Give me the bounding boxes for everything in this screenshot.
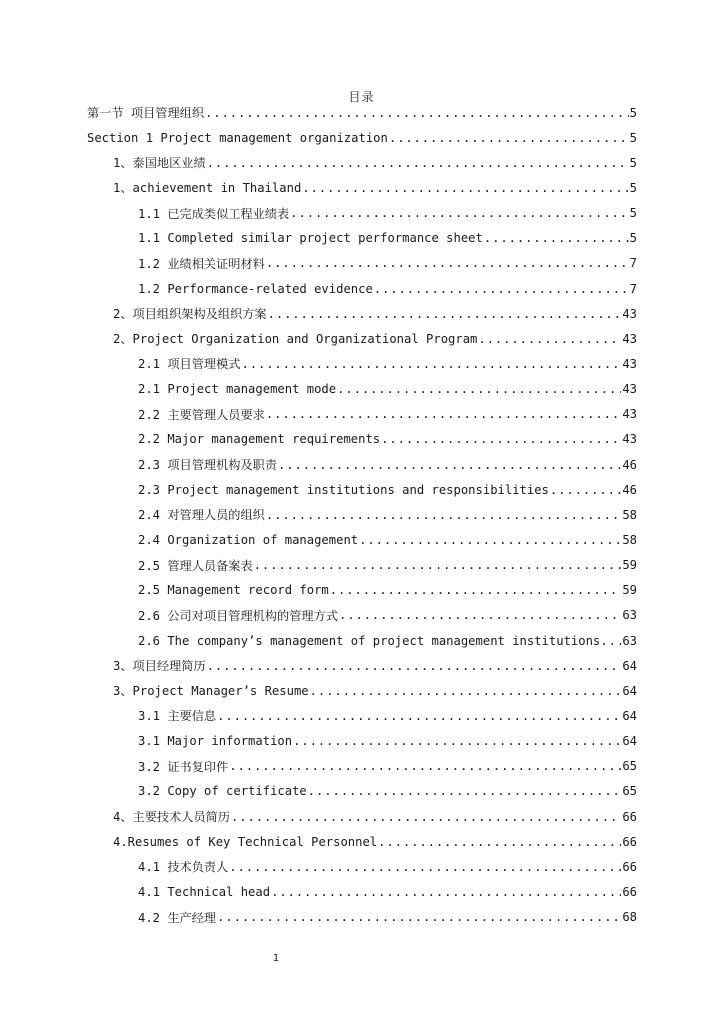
dot-leader <box>229 860 621 874</box>
dot-leader <box>266 407 621 421</box>
toc-entry-label: 4.2 生产经理 <box>138 910 217 925</box>
toc-entry[interactable] <box>0 477 723 502</box>
toc-entry-label: 2、Project Organization and Organizational Program <box>113 332 478 347</box>
dot-leader <box>217 709 621 723</box>
toc-entry[interactable] <box>0 452 723 477</box>
toc-entry-page: 5 <box>629 180 637 195</box>
toc-entry-page: 7 <box>629 256 637 271</box>
dot-leader <box>290 206 628 220</box>
toc-entry-label: 2.6 The company’s management of project management institutions. <box>138 633 608 648</box>
toc-entry[interactable] <box>0 276 723 301</box>
toc-entry-page: 43 <box>622 356 637 371</box>
dot-leader <box>268 307 622 321</box>
toc-entry[interactable] <box>0 226 723 251</box>
toc-entry-page: 63 <box>622 633 637 648</box>
dot-leader <box>359 533 621 547</box>
dot-leader <box>374 282 629 296</box>
dot-leader <box>254 558 622 572</box>
dot-leader <box>330 583 622 597</box>
toc-entry-page: 63 <box>622 608 637 623</box>
toc-entry-page: 43 <box>622 306 637 321</box>
toc-entry-label: 3、项目经理简历 <box>113 659 206 674</box>
toc-entry-label: 第一节 项目管理组织 <box>87 106 205 121</box>
toc-entry-label: 2.5 管理人员备案表 <box>138 558 253 573</box>
toc-entry[interactable] <box>0 251 723 276</box>
toc-entry-label: 3.2 证书复印件 <box>138 759 229 774</box>
dot-leader <box>302 181 628 195</box>
toc-entry[interactable] <box>0 553 723 578</box>
page-number: 1 <box>272 953 280 964</box>
toc-entry-label: 2.4 Organization of management <box>138 532 359 547</box>
dot-leader <box>231 810 621 824</box>
toc-entry-page: 64 <box>622 658 637 673</box>
toc-entry[interactable] <box>0 729 723 754</box>
toc-entry[interactable] <box>0 301 723 326</box>
toc-entry-label: 2.5 Management record form <box>138 583 329 598</box>
dot-leader <box>293 734 621 748</box>
toc-entry[interactable] <box>0 829 723 854</box>
toc-entry-label: 4.1 Technical head <box>138 884 271 899</box>
toc-entry[interactable] <box>0 527 723 552</box>
toc-entry[interactable] <box>0 754 723 779</box>
toc-entry-page: 64 <box>622 708 637 723</box>
toc-entry-label: 2.3 项目管理机构及职责 <box>138 458 278 473</box>
toc-entry-label: 4.Resumes of Key Technical Personnel <box>113 834 378 849</box>
toc-entry[interactable] <box>0 427 723 452</box>
toc-entry-label: 3.1 Major information <box>138 734 293 749</box>
toc-entry-label: 3.2 Copy of certificate <box>138 784 307 799</box>
toc-entry-label: 4、主要技术人员简历 <box>113 810 231 824</box>
dot-leader <box>207 659 622 673</box>
toc-entry[interactable] <box>0 628 723 653</box>
toc-entry-page: 59 <box>622 558 637 573</box>
toc-entry-page: 66 <box>622 834 637 849</box>
dot-leader <box>207 156 629 170</box>
dot-leader <box>308 784 622 798</box>
toc-entry-label: 1.2 业绩相关证明材料 <box>138 256 265 271</box>
toc-entry-label: 1、achievement in Thailand <box>113 181 302 196</box>
toc-entry[interactable] <box>0 578 723 603</box>
toc-entry[interactable] <box>0 804 723 829</box>
toc-entry[interactable] <box>0 402 723 427</box>
toc-entry-label: 1、泰国地区业绩 <box>113 156 206 171</box>
dot-leader <box>271 885 621 899</box>
dot-leader <box>478 332 621 346</box>
toc-entry-label: Section 1 Project management organization <box>87 130 388 145</box>
toc-entry[interactable] <box>0 125 723 150</box>
toc-entry-page: 5 <box>629 206 637 221</box>
toc-entry-page: 58 <box>622 532 637 547</box>
dot-leader <box>266 508 621 522</box>
dot-leader <box>389 131 629 145</box>
toc-entry-label: 1.1 已完成类似工程业绩表 <box>138 206 290 221</box>
dot-leader <box>205 106 629 120</box>
toc-entry-label: 2.1 项目管理模式 <box>138 357 241 372</box>
toc-entry-page: 66 <box>622 884 637 899</box>
toc-entry-page: 5 <box>629 105 637 120</box>
toc-entry-label: 1.2 Performance-related evidence <box>138 281 373 296</box>
toc-entry[interactable] <box>0 779 723 804</box>
dot-leader <box>609 634 622 648</box>
toc-entry[interactable] <box>0 326 723 351</box>
toc-entry-label: 2.2 Major management requirements <box>138 432 381 447</box>
toc-entry[interactable] <box>0 678 723 703</box>
toc-entry-page: 43 <box>622 331 637 346</box>
toc-entry-label: 4.1 技术负责人 <box>138 860 229 875</box>
toc-entry-page: 46 <box>622 457 637 472</box>
toc-entry-label: 2、项目组织架构及组织方案 <box>113 307 267 322</box>
toc-entry-label: 2.6 公司对项目管理机构的管理方式 <box>138 608 338 623</box>
toc-entry[interactable] <box>0 703 723 728</box>
toc-entry-page: 65 <box>622 784 637 799</box>
dot-leader <box>310 684 622 698</box>
toc-entry-page: 59 <box>622 583 637 598</box>
toc-entry[interactable] <box>0 854 723 879</box>
toc-entry-label: 3、Project Manager’s Resume <box>113 684 309 699</box>
toc-entry-label: 2.4 对管理人员的组织 <box>138 508 265 523</box>
toc-entry[interactable] <box>0 653 723 678</box>
toc-entry[interactable] <box>0 100 723 125</box>
toc-entry-page: 66 <box>622 859 637 874</box>
dot-leader <box>241 357 621 371</box>
toc-entry[interactable] <box>0 175 723 200</box>
toc-entry-page: 43 <box>622 432 637 447</box>
toc-entry[interactable] <box>0 377 723 402</box>
dot-leader <box>217 910 621 924</box>
table-of-contents <box>0 100 723 930</box>
toc-entry-page: 64 <box>622 734 637 749</box>
dot-leader <box>278 458 621 472</box>
toc-entry[interactable] <box>0 150 723 175</box>
toc-entry-page: 43 <box>622 407 637 422</box>
dot-leader <box>337 382 621 396</box>
toc-entry-label: 1.1 Completed similar project performance sheet <box>138 231 483 246</box>
dot-leader <box>229 759 621 773</box>
toc-entry-label: 2.3 Project management institutions and responsibilities <box>138 482 549 497</box>
dot-leader <box>550 483 621 497</box>
toc-entry[interactable] <box>0 905 723 930</box>
toc-entry-page: 7 <box>629 281 637 296</box>
toc-entry-page: 65 <box>622 759 637 774</box>
toc-entry[interactable] <box>0 351 723 376</box>
toc-entry-page: 5 <box>629 231 637 246</box>
toc-entry[interactable] <box>0 879 723 904</box>
toc-heading: 目录 <box>348 90 375 104</box>
dot-leader <box>339 608 621 622</box>
toc-entry-page: 66 <box>622 809 637 824</box>
toc-entry[interactable] <box>0 201 723 226</box>
toc-entry-page: 46 <box>622 482 637 497</box>
toc-entry[interactable] <box>0 502 723 527</box>
toc-entry-label: 3.1 主要信息 <box>138 709 217 724</box>
toc-entry-page: 58 <box>622 507 637 522</box>
dot-leader <box>266 256 629 270</box>
toc-entry-page: 64 <box>622 683 637 698</box>
toc-entry-label: 2.2 主要管理人员要求 <box>138 407 265 422</box>
toc-entry-label: 2.1 Project management mode <box>138 382 337 397</box>
toc-entry-page: 5 <box>629 155 637 170</box>
dot-leader <box>378 835 621 849</box>
toc-entry-page: 68 <box>622 910 637 925</box>
toc-entry-page: 43 <box>622 382 637 397</box>
dot-leader <box>484 231 629 245</box>
toc-entry-page: 5 <box>629 130 637 145</box>
dot-leader <box>381 432 621 446</box>
toc-entry[interactable] <box>0 603 723 628</box>
